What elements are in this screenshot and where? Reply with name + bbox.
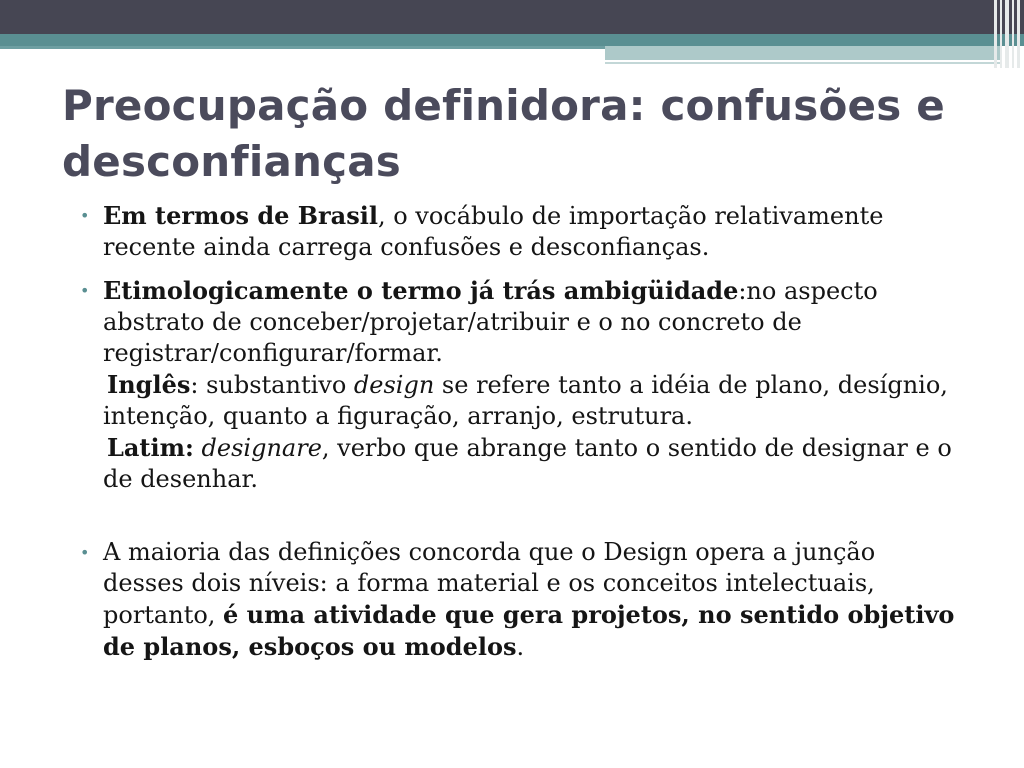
bullet-item-definicoes — [80, 537, 960, 663]
bullet-text: , o vocábulo de importação relativamente recente ainda carrega confusões e desconfianças. — [103, 202, 884, 261]
bullet-icon: • — [80, 206, 90, 225]
bullet-icon: • — [80, 543, 90, 562]
banner-stripes — [994, 0, 1024, 68]
sub-term: designare — [201, 434, 322, 462]
sub-text: se refere tanto a idéia de plano, desígnio, intenção, quanto a figuração, arranjo, estrutura. — [103, 371, 948, 430]
bullet-text: A maioria das definições concorda que o Design opera a junção desses dois níveis: a forma material e os conceitos intelectuais, portanto, — [103, 538, 876, 629]
banner-step-line — [605, 62, 1000, 64]
bullet-icon: • — [80, 281, 90, 300]
banner-step-block — [605, 46, 1000, 60]
bullet-end: . — [516, 633, 525, 661]
sub-paragraph-ingles — [103, 369, 960, 432]
sub-label: Latim: — [107, 433, 194, 462]
slide-title: Preocupação definidora: confusões e desconfianças — [62, 81, 945, 186]
slide-body — [80, 200, 960, 663]
banner-teal-line — [0, 46, 605, 49]
sub-text: : substantivo — [190, 371, 354, 399]
sub-text: , verbo que abrange tanto o sentido de designar e o de desenhar. — [103, 434, 952, 493]
sub-text — [194, 434, 202, 462]
sub-term: design — [353, 371, 435, 399]
banner-teal-band — [0, 34, 1024, 46]
bullet-bold-text: Em termos de Brasil — [103, 201, 378, 230]
bullet-item-brasil — [80, 200, 960, 263]
bullet-bold-text: é uma atividade que gera projetos, no sentido objetivo de planos, esboços ou modelos — [103, 600, 955, 661]
banner-dark-band — [0, 0, 1024, 34]
sub-label: Inglês — [107, 370, 191, 399]
bullet-item-etimologia — [80, 275, 960, 495]
bullet-text: :no aspecto abstrato de conceber/projetar/atribuir e o no concreto de registrar/configurar/formar. — [103, 277, 878, 367]
sub-paragraph-latim — [103, 432, 960, 495]
bullet-bold-text: Etimologicamente o termo já trás ambigüidade — [103, 276, 739, 305]
